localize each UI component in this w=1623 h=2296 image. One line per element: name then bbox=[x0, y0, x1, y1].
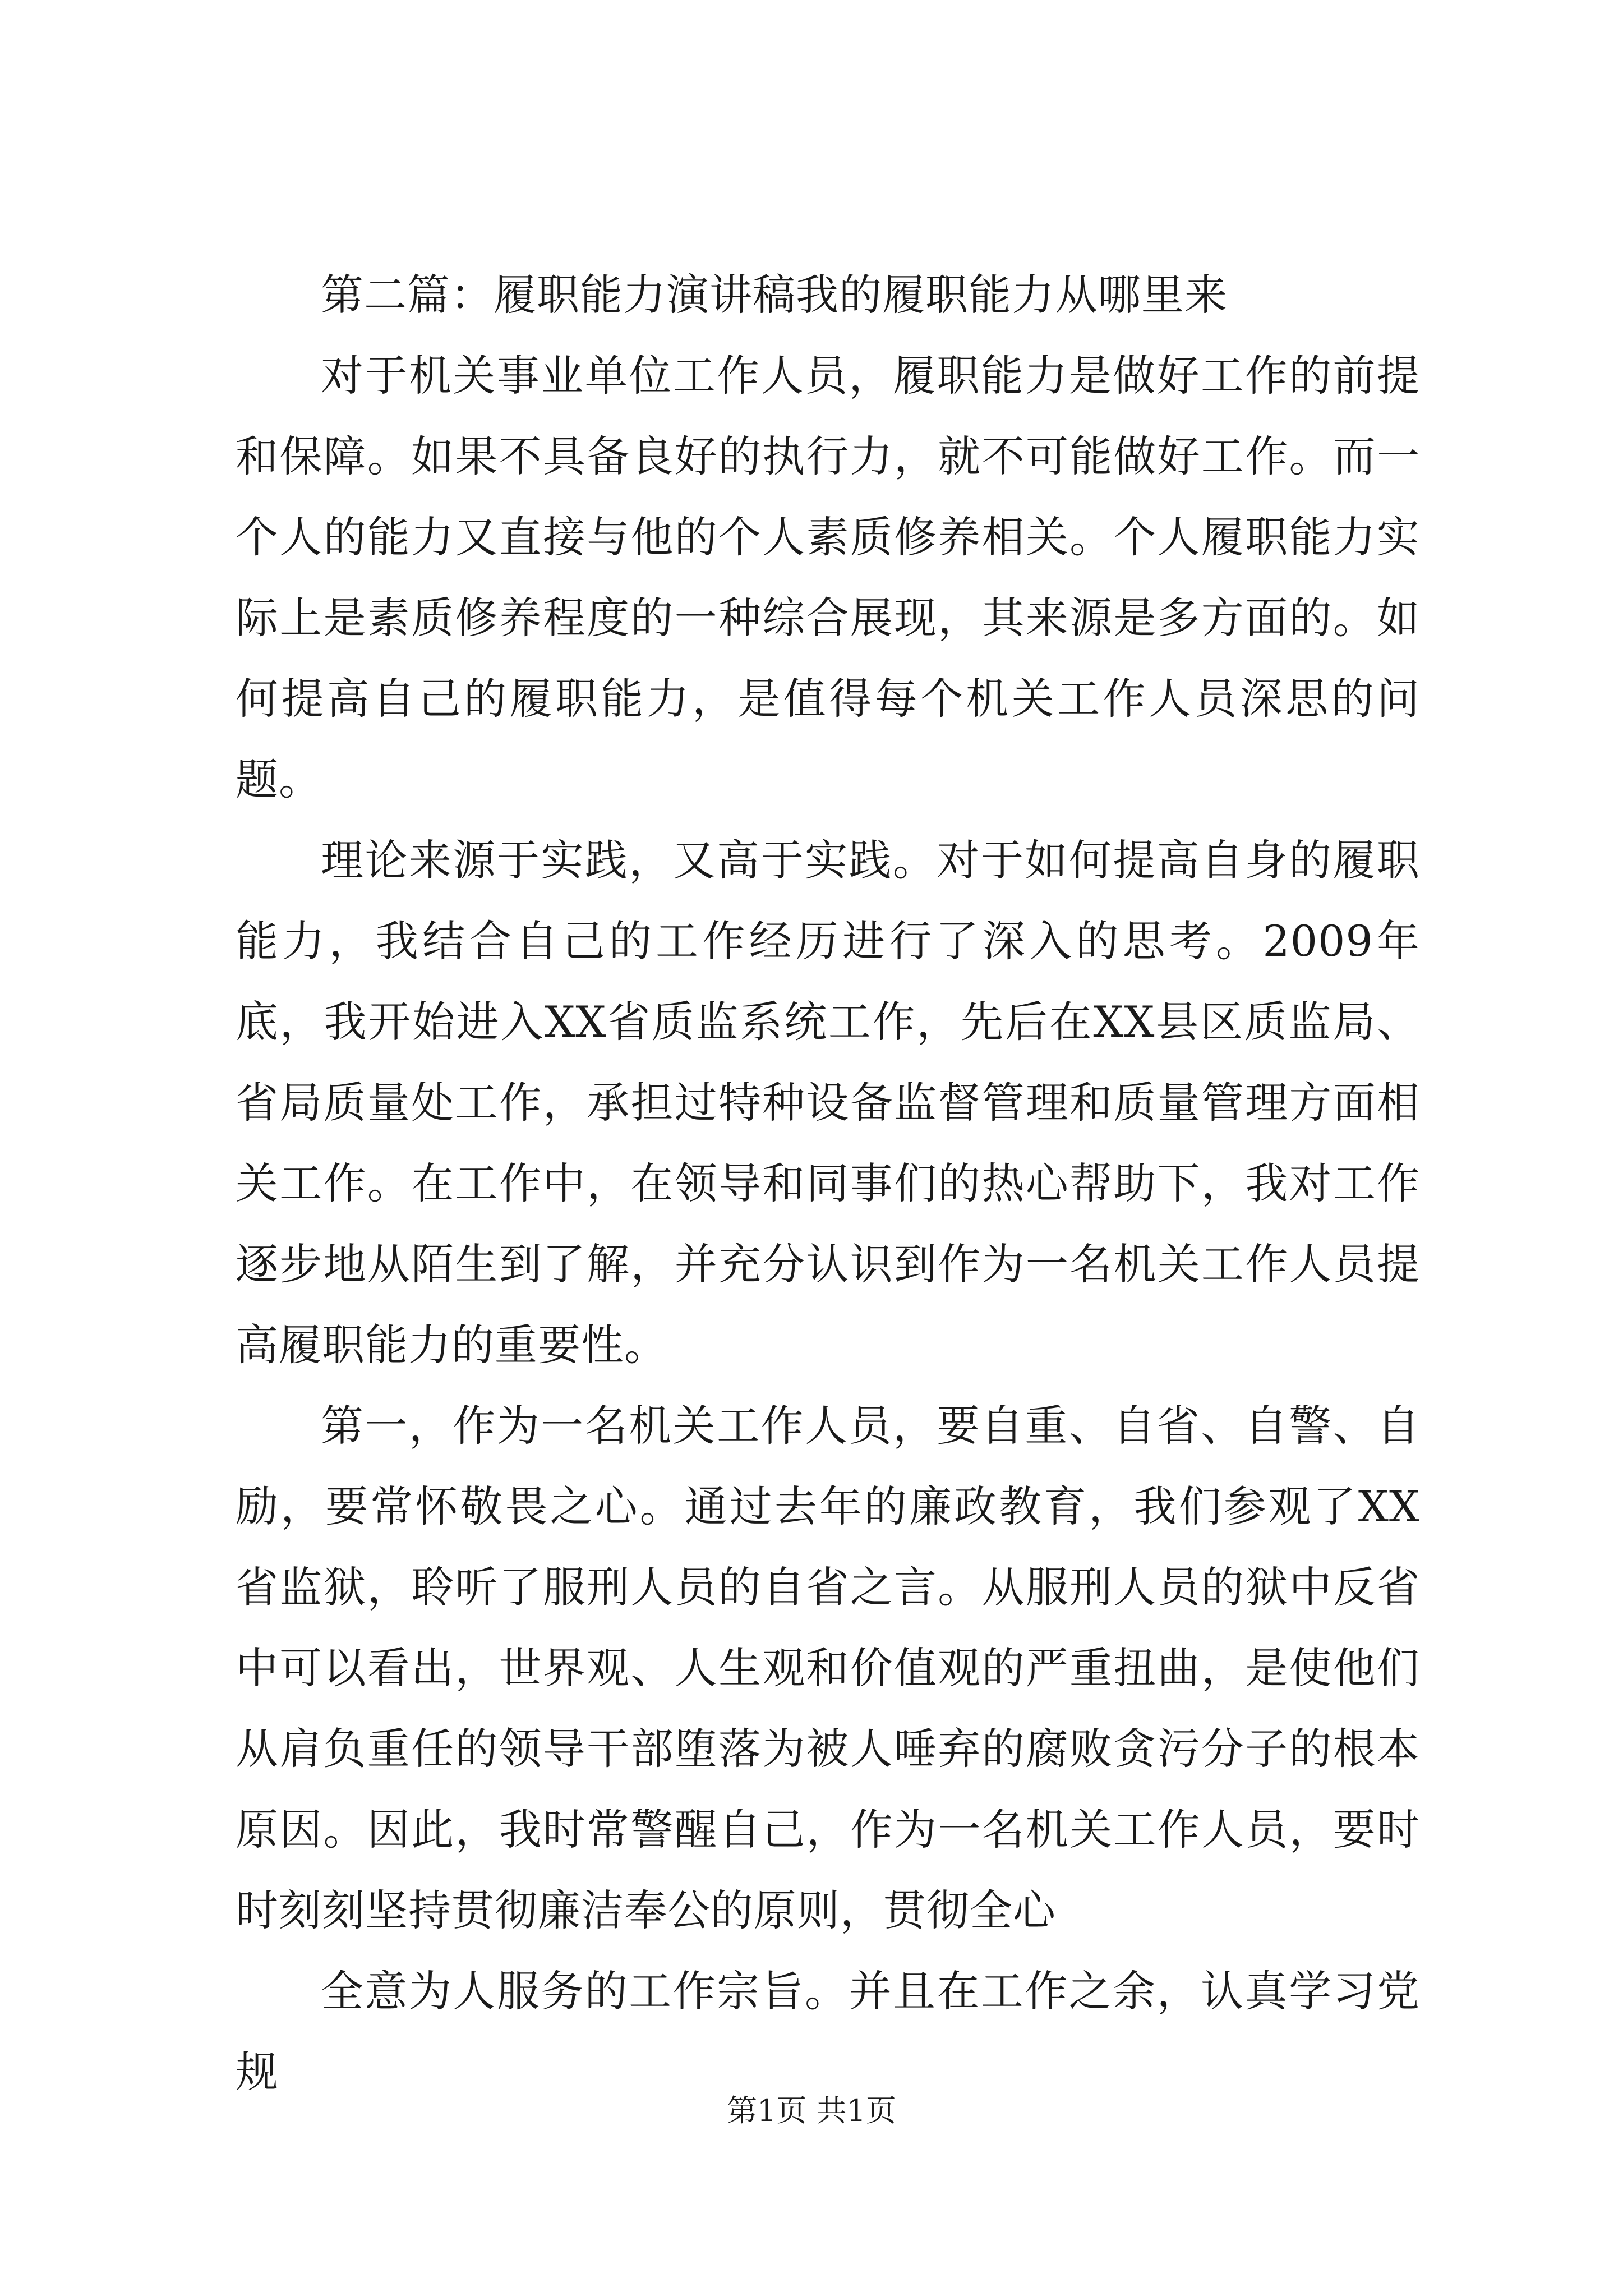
paragraph-3: 第一，作为一名机关工作人员，要自重、自省、自警、自励，要常怀敬畏之心。通过去年的廉政教育，我们参观了XX省监狱，聆听了服刑人员的自省之言。从服刑人员的狱中反省中可以看出，世界观、人生观和价值观的严重扭曲，是使他们从肩负重任的领导干部堕落为被人唾弃的腐败贪污分子的根本原因。因此，我时常警醒自己，作为一名机关工作人员，要时时刻刻坚持贯彻廉洁奉公的原则，贯彻全心 bbox=[236, 1401, 1420, 1935]
paragraph-2: 理论来源于实践，又高于实践。对于如何提高自身的履职能力，我结合自己的工作经历进行了深入的思考。2009年底，我开始进入XX省质监系统工作，先后在XX县区质监局、省局质量处工作，承担过特种设备监督管理和质量管理方面相关工作。在工作中，在领导和同事们的热心帮助下，我对工作逐步地从陌生到了解，并充分认识到作为一名机关工作人员提高履职能力的重要性。 bbox=[236, 835, 1420, 1370]
paragraph-1: 对于机关事业单位工作人员，履职能力是做好工作的前提和保障。如果不具备良好的执行力，就不可能做好工作。而一个人的能力又直接与他的个人素质修养相关。个人履职能力实际上是素质修养程度的一种综合展现，其来源是多方面的。如何提高自己的履职能力，是值得每个机关工作人员深思的问题。 bbox=[236, 351, 1420, 804]
document-title: 第二篇：履职能力演讲稿我的履职能力从哪里来 bbox=[321, 270, 1228, 320]
page-footer: 第1页 共1页 bbox=[727, 2093, 896, 2128]
document-body bbox=[236, 255, 1420, 2113]
paragraph-4: 全意为人服务的工作宗旨。并且在工作之余，认真学习党规 bbox=[236, 1966, 1420, 2097]
